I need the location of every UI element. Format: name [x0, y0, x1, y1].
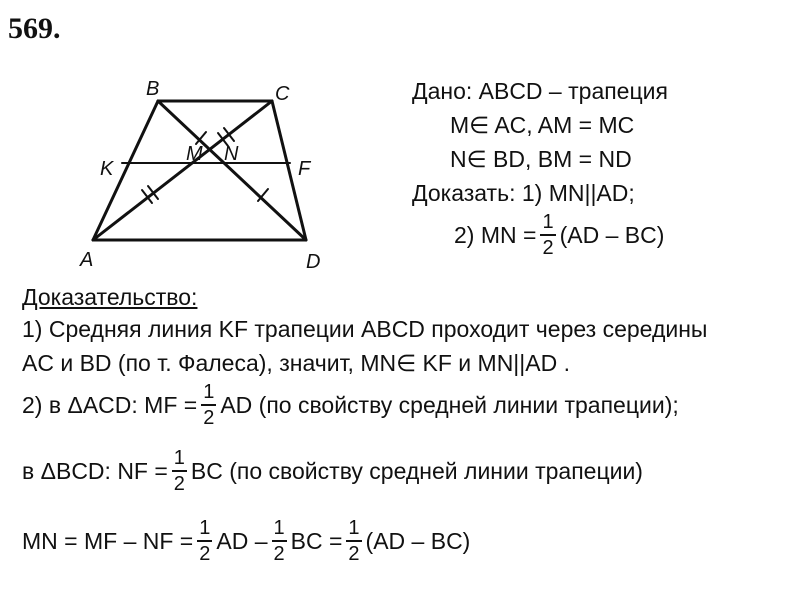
label-d: D [306, 251, 321, 273]
proof-step-3 [22, 448, 643, 494]
prove-line-2 [454, 212, 664, 258]
proof-step-2 [22, 382, 679, 428]
proof-step-4-part-3: BC = [290, 527, 343, 554]
proof-step-4 [22, 518, 470, 564]
label-c: C [275, 83, 290, 105]
prove-2-suffix: (AD – BC) [559, 221, 665, 248]
proof-step-2-suffix: AD (по свойству средней линии трапеции); [220, 391, 679, 418]
given-line-3: N∈ BD, BM = ND [450, 146, 632, 172]
proof-step-3-suffix: BC (по свойству средней линии трапеции) [190, 457, 643, 484]
label-b: B [146, 78, 160, 100]
proof-step-2-prefix: 2) в ΔACD: MF = [22, 391, 198, 418]
label-m: M [186, 143, 203, 165]
label-a: A [80, 249, 94, 271]
fraction-half: $\frac{1}{2}$ [348, 517, 360, 565]
fraction-half: $\frac{1}{2}$ [203, 381, 215, 429]
fraction-half: $\frac{1}{2}$ [199, 517, 211, 565]
given-line-1: Дано: ABCD – трапеция [412, 78, 668, 104]
given-line-2: M∈ AC, AM = MC [450, 112, 635, 138]
prove-line-1: Доказать: 1) MN||AD; [412, 180, 635, 206]
label-f: F [298, 158, 311, 180]
proof-step-1-line-2: AC и BD (по т. Фалеса), значит, MN∈ KF и MN||AD . [22, 350, 570, 376]
proof-title: Доказательство: [22, 284, 198, 310]
proof-step-4-part-1: MN = MF – NF = [22, 527, 194, 554]
proof-step-4-part-4: (AD – BC) [365, 527, 471, 554]
proof-step-3-prefix: в ΔBCD: NF = [22, 457, 168, 484]
fraction-half: $\frac{1}{2}$ [542, 211, 554, 259]
label-n: N [224, 143, 239, 165]
problem-number: 569. [8, 12, 61, 45]
diagonal-ac [93, 101, 272, 240]
proof-step-1-line-1: 1) Средняя линия KF трапеции ABCD проходит через середины [22, 316, 708, 342]
proof-step-4-part-2: AD – [216, 527, 268, 554]
label-k: K [100, 158, 114, 180]
fraction-half: $\frac{1}{2}$ [173, 447, 185, 495]
prove-2-prefix: 2) MN = [454, 221, 537, 248]
fraction-half: $\frac{1}{2}$ [273, 517, 285, 565]
